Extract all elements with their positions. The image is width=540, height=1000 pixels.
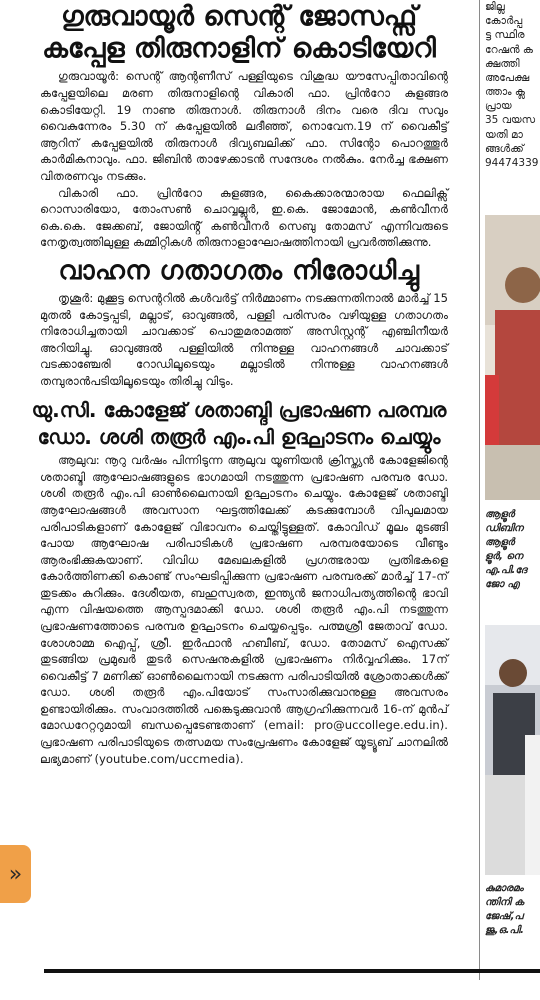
photo-caption-line: ഡിബിന <box>485 523 524 534</box>
side-column-line: ജില്ല <box>485 1 505 13</box>
photo-caption-line: ജോ എ <box>485 579 520 590</box>
headline-guruvayur-2: കപ്പേള തിരുനാളിന് കൊടിയേറി <box>42 33 436 65</box>
photo-caption-line: ളൂർ, നെ <box>485 551 523 562</box>
photo-caption-line: ന്തിനി ക <box>485 897 524 908</box>
headline-guruvayur-1: ഗുരുവായൂർ സെന്റ് ജോസഫ്സ് <box>60 1 418 32</box>
article-guruvayur-para-1: ഗുരുവായൂർ: സെന്റ് ആന്റണീസ് പള്ളിയുടെ വിശുദ്ധ യൗസേപ്പിതാവിന്റെ കപ്പേളയിലെ മരണ തിരുനാളിന്റെ വികാരി ഫാ. പ്രിൻറോ കുളങ്ങര കൊടിയേറ്റി. 19 നാണു തിരുനാൾ. തിരുനാൾ ദിനം വരെ ദിവ സവും വൈകുന്നേരം 5.30 ന് കപ്പേളയിൽ ലദീഞ്ഞ്, നൊവേന.19 ന് വൈകീട്ട് ആറിന് കപ്പേളയിൽ തിരുനാൾ ദിവ്യബലിക്ക് ഫാ. സിന്റോ പൊറത്തൂർ കാർമികനാവും. ഫാ. ജിബിൻ താഴേക്കാടൻ സന്ദേശം നൽകും. നേർച്ച ഭക്ഷണ വിതരണവും നടക്കും. <box>40 69 448 183</box>
side-column-line: 94474339 <box>485 156 539 169</box>
article-uc-college-para-1: ആലുവ: നൂറു വർഷം പിന്നിടുന്ന ആലുവ യൂണിയൻ ക്രിസ്ത്യൻ കോളേജിന്റെ ശതാബ്ദി ആഘോഷങ്ങളുടെ ഭാഗമായി നടത്തുന്ന പ്രഭാഷണ പരമ്പര ഡോ. ശശി തരൂർ എം.പി ഓൺലൈനായി ഉദ്ഘാടനം ചെയ്യും. കോളേജ് ശതാബ്ദി ആഘോഷങ്ങൾ അവസാന ഘട്ടത്തിലേക്ക് കടക്കുമ്പോൾ വിപുലമായ പരിപാടികളാണ് കോളേജ് വിഭാവനം ചെയ്തിട്ടുള്ളത്. കോവിഡ് മൂലം മുടങ്ങി പോയ ആഘോഷ പരിപാടികൾ പ്രഭാഷണ പരമ്പരയോടെ വീണ്ടും ആരംഭിക്കുകയാണ്. വിവിധ മേഖലകളിൽ പ്രഗത്ഭരായ പ്രതിഭകളെ കോർത്തിണക്കി കൊണ്ട് സംഘടിപ്പിക്കുന്ന പ്രഭാഷണ പരമ്പരക്ക് മാർച്ച് 17-ന് തുടക്കം കുറിക്കും. ദേശീയത, ബഹുസ്വരത, ഇന്ത്യൻ ജനാധിപത്യത്തിന്റെ ഭാവി എന്ന വിഷയത്തെ ആസ്പദമാക്കി ഡോ. ശശി തരൂർ എം.പി നടത്തുന്ന പ്രഭാഷണത്തോടെ പരമ്പര ഉദ്ഘാടനം ചെയ്യപ്പെടും. പത്മശ്രീ ജേതാവ് ഡോ. ശോശാമ്മ ഐപ്പ്, ശ്രീ. ഇർഫാൻ ഹബീബ്, ഡോ. തോമസ് ഐസക്ക് തുടങ്ങിയ പ്രമുഖർ തുടർ സെഷനുകളിൽ പ്രഭാഷണം നിർവ്വഹിക്കും. 17ന് വൈകീട്ട് 7 മണിക്ക് ഓൺലൈനായി നടക്കുന്ന പരിപാടിയിൽ ശ്രോതാക്കൾക്ക് ഡോ. ശശി തരൂർ എം.പിയോട് സംസാരിക്കുവാനുള്ള അവസരം ഉണ്ടായിരിക്കും. സംവാദത്തിൽ പങ്കെടുക്കുവാൻ ആഗ്രഹിക്കുന്നവർ 16-ന് മുൻപ് മോഡറേറ്ററുമായി ബന്ധപ്പെടേണ്ടതാണ് (email: pro@uccollege.edu.in). പ്രഭാഷണ പരിപാടിയുടെ തത്സമയ സംപ്രേഷണം കോളേജ് യൂട്യൂബ് ചാനലിൽ ലഭ്യമാണ് (youtube.com/uccmedia). <box>40 453 448 766</box>
photo-group-icon <box>485 625 540 875</box>
side-photo-1 <box>485 215 540 500</box>
column-divider <box>479 0 480 980</box>
photo-person-icon <box>485 215 540 500</box>
photo-caption-line: എ.പി.ദേ <box>485 565 527 576</box>
side-column-line: കോർപ്പ <box>485 15 523 28</box>
photo-caption-line: കുമാരമം <box>485 883 524 894</box>
side-column-line: യതി മാ <box>485 128 523 141</box>
side-column-line: ങ്ങൾക്ക് <box>485 142 524 155</box>
article-traffic-para-1: തൃശൂർ: മുക്കൂട്ട സെന്ററിൽ കൾവർട്ട് നിർമ്മാണം നടക്കുന്നതിനാൽ മാർച്ച് 15 മുതൽ കോട്ടപ്പടി, മല്ലാട്, ഓവുങ്ങൽ, പള്ളി പരിസരം വഴിയുള്ള ഗതാഗതം നിരോധിച്ചതായി ചാവക്കാട് പൊതുമരാമത്ത് അസിസ്റ്റന്റ് എഞ്ചിനീയർ അറിയിച്ചു. ഓവുങ്ങൽ പള്ളിയിൽ നിന്നുള്ള വാഹനങ്ങൾ ചാവക്കാട് വടക്കാഞ്ചേരി റോഡിലൂടെയും മല്ലാടിൽ നിന്നുള്ള വാഹനങ്ങൾ തമ്പുരാൻപടിയിലൂടെയും തിരിച്ചു വിടും. <box>40 290 448 388</box>
photo-caption-line: ജേഷ്,പ <box>485 911 523 922</box>
side-column-line: റേഷൻ ക <box>485 43 533 56</box>
side-column-line: പ്രായ <box>485 100 512 113</box>
headline-traffic: വാഹന ഗതാഗതം നിരോധിച്ചു <box>58 255 420 286</box>
side-photo-2 <box>485 625 540 875</box>
side-column-line: ക്ഷത്തി <box>485 57 520 70</box>
chevron-double-right-icon: » <box>8 861 23 887</box>
bottom-rule <box>44 969 540 973</box>
headline-uc-college-1: യു.സി. കോളേജ് ശതാബ്ദി പ്രഭാഷണ പരമ്പര <box>31 398 447 423</box>
headline-uc-college-2: ഡോ. ശശി തരൂർ എം.പി ഉദ്ഘാടനം ചെയ്യും <box>37 424 441 449</box>
side-column-line: 35 വയസ <box>485 114 536 127</box>
side-column-line: അപേക്ഷ <box>485 71 530 84</box>
photo-caption-line: ജു,ഒ.പി. <box>485 925 524 936</box>
expand-panel-button[interactable] <box>0 845 31 903</box>
side-column-line: ത്താം ക്ല <box>485 86 525 99</box>
photo-caption-line: ആളൂർ <box>485 509 515 520</box>
photo-caption-line: ആളൂർ <box>485 537 515 548</box>
side-column-line: ട്ട സ്ഥിര <box>485 29 525 42</box>
article-guruvayur-para-2: വികാരി ഫാ. പ്രിൻറോ കുളങ്ങര, കൈക്കാരന്മാരായ ഫെലിക്സ് റൊസാരിയോ, തോംസൺ ചൊവ്വല്ലൂർ, ഇ.കെ. ജോമോൻ, കൺവീനർ കെ.കെ. ജേക്കബ്, ജോയിൻ്റ് കൺവീനർ സെബു തോമസ് എന്നിവരുടെ നേതൃത്വത്തിലുള്ള കമ്മിറ്റികൾ തിരുനാളാഘോഷത്തിനായി പ്രവർത്തിക്കുന്നു. <box>40 185 448 250</box>
